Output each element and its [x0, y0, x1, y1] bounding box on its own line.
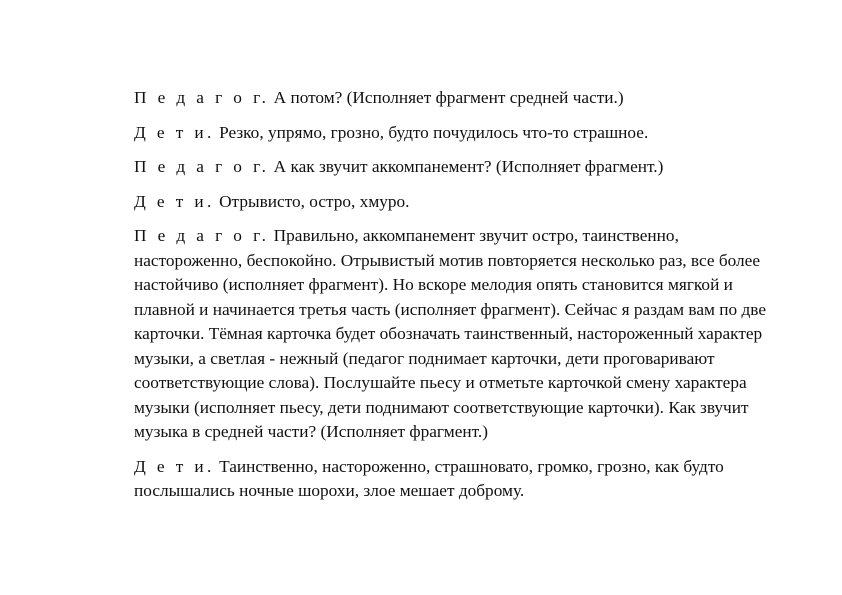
speaker-label-children: Д е т и. [134, 122, 215, 142]
dialogue-paragraph-children-1 [134, 121, 774, 146]
dialogue-paragraph-children-3 [134, 455, 774, 504]
paragraph-text: Правильно, аккомпанемент звучит остро, таинственно, настороженно, беспокойно. Отрывистый мотив повторяется несколько раз, все более настойчиво (исполняет фрагмент). Но вскоре мелодия опять становится мягкой и плавной и начинается третья часть (исполняет фрагмент). Сейчас я раздам вам по две карточки. Тёмная карточка будет обозначать таинственный, настороженный характер музыки, а светлая - нежный (педагог поднимает карточки, дети проговаривают соответствующие слова). Послушайте пьесу и отметьте карточкой смену характера музыки (исполняет пьесу, дети поднимают соответствующие карточки). Как звучит музыка в средней части? (Исполняет фрагмент.) [134, 226, 767, 441]
dialogue-paragraph-children-2 [134, 190, 774, 215]
dialogue-text-block [134, 86, 774, 514]
paragraph-text: Отрывисто, остро, хмуро. [214, 191, 410, 211]
dialogue-paragraph-teacher-2 [134, 155, 774, 180]
dialogue-paragraph-teacher-3 [134, 224, 774, 445]
speaker-label-teacher: П е д а г о г. [134, 226, 270, 245]
paragraph-text: А как звучит аккомпанемент? (Исполняет фрагмент.) [269, 157, 664, 176]
speaker-label-children: Д е т и. [134, 456, 215, 476]
paragraph-text: А потом? (Исполняет фрагмент средней части.) [269, 88, 624, 107]
dialogue-paragraph-teacher-1 [134, 86, 774, 111]
speaker-label-teacher: П е д а г о г. [134, 88, 270, 107]
speaker-label-teacher: П е д а г о г. [134, 157, 270, 176]
paragraph-text: Резко, упрямо, грозно, будто почудилось что-то страшное. [214, 122, 649, 142]
speaker-label-children: Д е т и. [134, 191, 215, 211]
paragraph-text: Таинственно, настороженно, страшновато, громко, грозно, как будто послышались ночные шорохи, злое мешает доброму. [134, 456, 724, 500]
